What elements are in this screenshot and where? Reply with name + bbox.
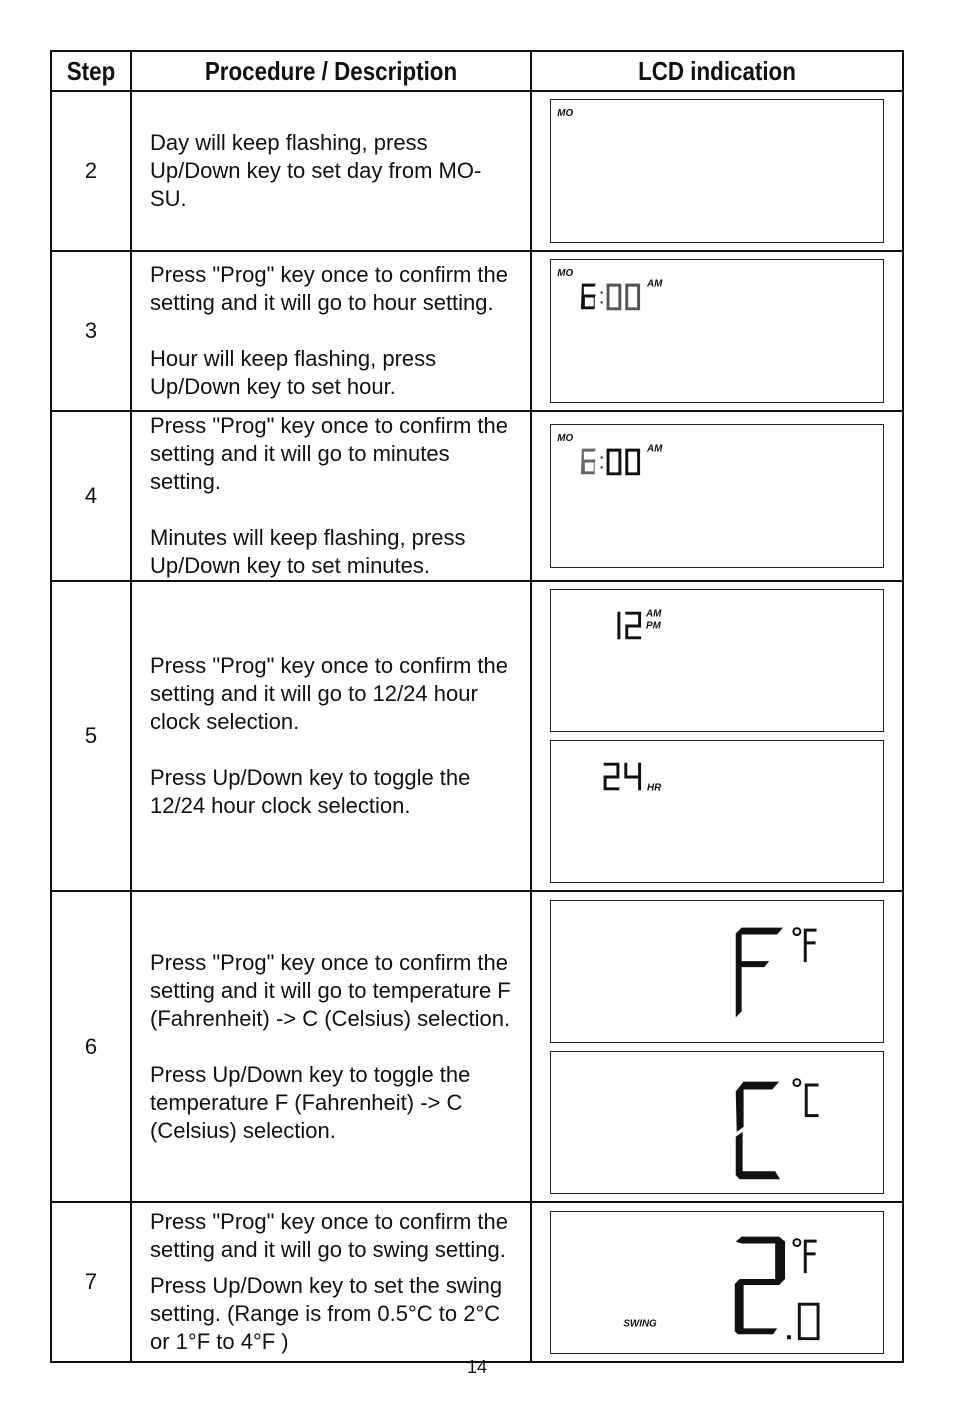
degree-f-symbol: [793, 1239, 816, 1273]
decimal-digits: [787, 1302, 820, 1339]
table-row: [51, 411, 903, 581]
big-f-segments: [736, 927, 783, 1017]
degree-f-symbol: [793, 928, 816, 962]
description-paragraph: Press "Prog" key once to confirm the setting and it will go to 12/24 hour clock selection.: [150, 653, 508, 734]
swing-label: SWING: [623, 1317, 657, 1329]
lcd-display-celsius: [550, 1051, 884, 1194]
pm-indicator: PM: [646, 620, 661, 632]
lcd-display: [550, 99, 884, 243]
lcd-indication: [531, 411, 903, 581]
description-paragraph: Press Up/Down key to toggle the 12/24 hour clock selection.: [150, 765, 471, 818]
step-header: Step: [57, 51, 126, 91]
table-row: [51, 1202, 903, 1362]
table-row: [51, 891, 903, 1202]
time-digits: [581, 284, 640, 311]
page-number: 14: [466, 1357, 488, 1377]
lcd-display-swing: [550, 1211, 884, 1354]
table-row: [51, 251, 903, 411]
step-number: 7: [51, 1202, 131, 1362]
digits-12: [617, 612, 641, 640]
day-label: MO: [557, 432, 574, 444]
description-paragraph: Press Up/Down key to set the swing setting. (Range is from 0.5°C to 2°C or 1°F to 4°F ): [150, 1273, 503, 1354]
lcd-indication: [531, 581, 903, 891]
lcd-display: [550, 259, 884, 403]
lcd-display-24h: [550, 740, 884, 883]
degree-c-symbol: [793, 1079, 818, 1117]
step-number: 3: [51, 251, 131, 411]
description-paragraph: Press "Prog" key once to confirm the setting and it will go to swing setting.: [150, 1209, 508, 1262]
lcd-indication: [531, 251, 903, 411]
lcd-display-12h: [550, 589, 884, 732]
table-row: [51, 581, 903, 891]
lcd-indication: [531, 891, 903, 1202]
header-row: [51, 51, 903, 91]
description-paragraph: Press Up/Down key to toggle the temperature F (Fahrenheit) -> C (Celsius) selection.: [150, 1061, 471, 1143]
description-paragraph: Hour will keep flashing, press Up/Down key to set hour.: [150, 346, 437, 399]
description-paragraph: Press "Prog" key once to confirm the setting and it will go to temperature F (Fahrenheit) -> C (Celsius) selection.: [150, 949, 511, 1031]
step-number: 2: [51, 91, 131, 251]
hr-indicator: HR: [646, 782, 662, 794]
description-paragraph: Minutes will keep flashing, press Up/Down key to set minutes.: [150, 525, 466, 578]
procedure-description: [131, 1202, 531, 1362]
procedure-description: [131, 251, 531, 411]
instruction-table: [50, 50, 904, 1363]
step-number: 6: [51, 891, 131, 1202]
lcd-header: LCD indication: [557, 51, 877, 91]
day-label: MO: [557, 267, 574, 279]
procedure-description: [131, 891, 531, 1202]
day-label: MO: [557, 107, 574, 119]
lcd-display-fahrenheit: [550, 900, 884, 1043]
big-digit-2: [735, 1236, 785, 1334]
procedure-description: [131, 581, 531, 891]
time-digits: [581, 449, 640, 476]
step-number: 4: [51, 411, 131, 581]
am-indicator: AM: [646, 608, 662, 620]
description-paragraph: Press "Prog" key once to confirm the setting and it will go to minutes setting.: [150, 413, 508, 494]
big-c-segments: [736, 1081, 780, 1179]
lcd-display: [550, 424, 884, 568]
procedure-description: [131, 411, 531, 581]
procedure-header: Procedure / Description: [159, 51, 503, 91]
step-number: 5: [51, 581, 131, 891]
description-paragraph: Press "Prog" key once to confirm the setting and it will go to hour setting.: [150, 262, 508, 315]
table-row: [51, 91, 903, 251]
lcd-indication: [531, 91, 903, 251]
digits-24: [604, 763, 641, 791]
am-indicator: AM: [646, 443, 663, 455]
description-paragraph: Day will keep flashing, press Up/Down key to set day from MO-SU.: [150, 130, 482, 211]
lcd-indication: [531, 1202, 903, 1362]
am-indicator: AM: [646, 278, 663, 290]
procedure-description: [131, 91, 531, 251]
